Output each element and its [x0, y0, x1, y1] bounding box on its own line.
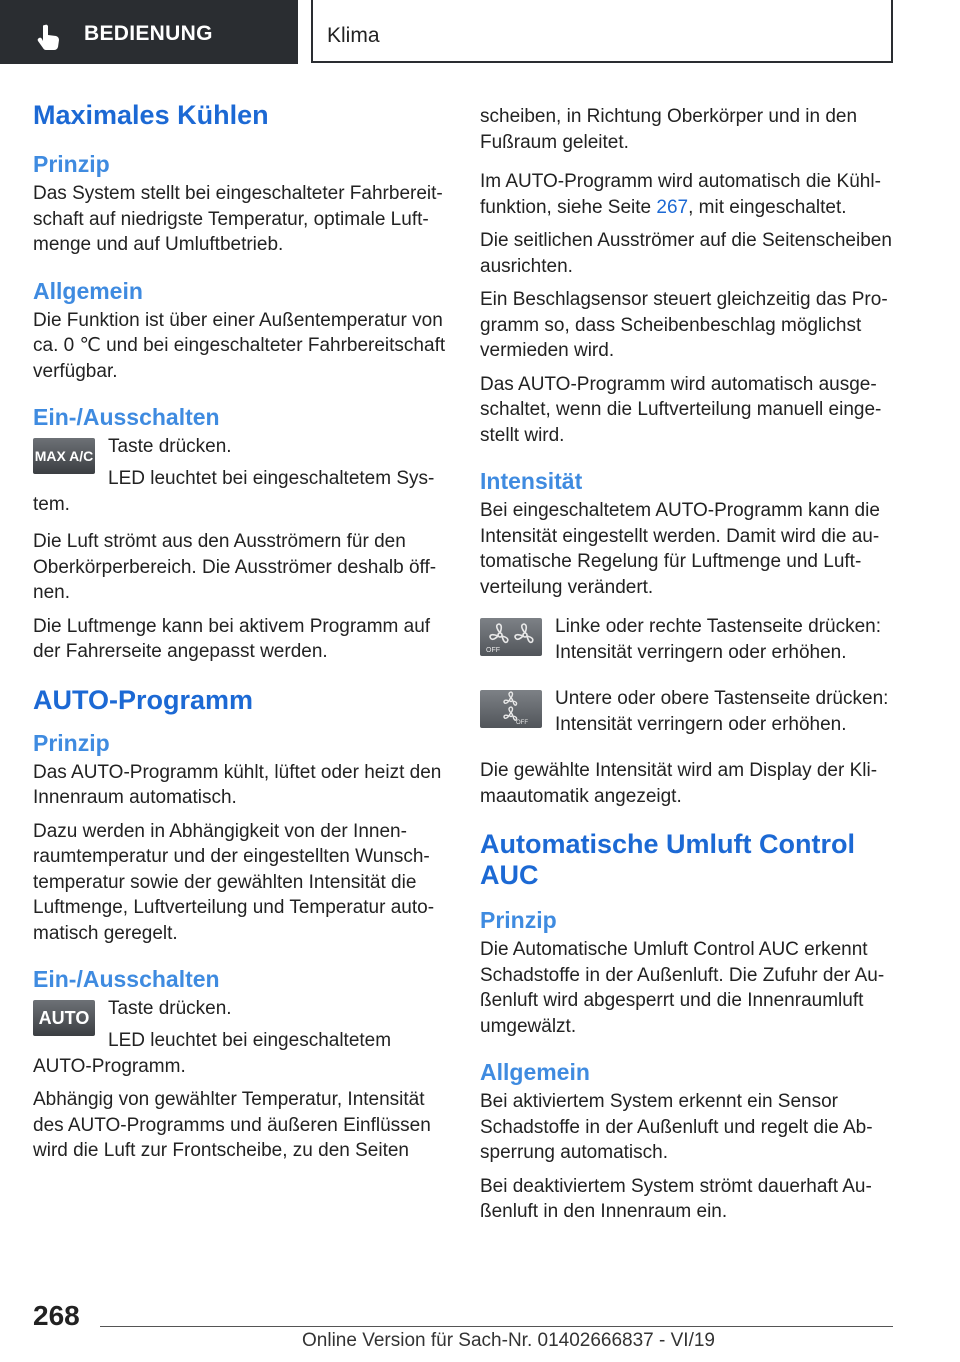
section-tab[interactable]	[0, 0, 298, 64]
paragraph: Abhängig von gewählter Temperatur, Intensität des AUTO-Programms und äußeren Einflüssen wird die Luft zur Frontscheibe, zu den Seiten	[33, 1089, 431, 1161]
paragraph: Das System stellt bei eingeschalteter Fahrbereitschaft auf niedrigste Temperatur, optimale Luftmenge und auf Umluftbetrieb.	[33, 183, 443, 255]
paragraph: Die Funktion ist über einer Außentemperatur von ca. 0 ℃ und bei eingeschalteter Fahrbereitschaft verfügbar.	[33, 309, 446, 382]
section-label: BEDIENUNG	[84, 22, 213, 45]
max-ac-button-icon: MAX A/C	[33, 438, 95, 474]
max-ac-key-row	[33, 434, 449, 494]
heading-switch-on-off: Ein-/Ausschalten	[33, 966, 220, 992]
paragraph: Taste drücken.	[108, 998, 232, 1019]
heading-switch-on-off: Ein-/Ausschalten	[33, 404, 220, 430]
heading-auto-program: AUTO-Programm	[33, 684, 254, 715]
paragraph: Die seitlichen Ausströmer auf die Seitenscheiben ausrichten.	[480, 230, 892, 277]
chapter-tab[interactable]	[311, 0, 893, 63]
paragraph: scheiben, in Richtung Oberkörper und in den Fußraum geleitet.	[480, 106, 858, 153]
pointing-hand-icon	[34, 22, 64, 52]
off-label: OFF	[486, 647, 500, 654]
heading-general: Allgemein	[480, 1059, 590, 1085]
heading-principle: Prinzip	[33, 729, 110, 756]
page-number: 268	[33, 1300, 80, 1331]
heading-principle: Prinzip	[33, 151, 110, 177]
heading-auc: Automatische Umluft Control AUC	[480, 829, 855, 890]
heading-max-cooling: Maximales Kühlen	[33, 100, 269, 130]
paragraph-text: , mit eingeschaltet.	[688, 196, 847, 218]
heading-intensity: Intensität	[480, 468, 583, 494]
paragraph: Das AUTO-Programm kühlt, lüftet oder heizt den Innenraum automatisch.	[33, 761, 442, 808]
footer-divider	[100, 1326, 893, 1327]
paragraph: Bei aktiviertem System erkennt ein Sensor Schadstoffe in der Außenluft und regelt die Absperrung automatisch.	[480, 1091, 873, 1163]
right-column	[480, 104, 896, 1233]
off-label: OFF	[516, 720, 528, 726]
page-header	[0, 0, 960, 66]
page-link-267[interactable]: 267	[656, 196, 689, 218]
intensity-key-row-2	[480, 686, 896, 758]
paragraph: LED leuchtet bei eingeschaltetem AUTO-Programm.	[33, 1030, 392, 1077]
heading-general: Allgemein	[33, 277, 143, 304]
auto-key-row	[33, 996, 449, 1056]
paragraph: Die gewählte Intensität wird am Display der Klimaautomatik angezeigt.	[480, 760, 878, 807]
paragraph: Bei eingeschaltetem AUTO-Programm kann die Intensität eingestellt werden. Damit wird die automatische Regelung für Luftmenge und Luftverteilung verändert.	[480, 500, 880, 598]
auto-button-icon: AUTO	[33, 1000, 95, 1036]
paragraph: Untere oder obere Tastenseite drücken: Intensität verringern oder erhöhen.	[555, 688, 889, 735]
footer-text: Online Version für Sach-Nr. 01402666837 - VI/19	[302, 1330, 715, 1351]
left-column	[33, 100, 449, 1172]
paragraph: Bei deaktiviertem System strömt dauerhaft Außenluft in den Innenraum ein.	[480, 1175, 872, 1222]
heading-principle: Prinzip	[480, 907, 557, 933]
fan-intensity-horizontal-icon	[480, 618, 542, 656]
paragraph: Taste drücken.	[108, 436, 232, 457]
chapter-label: Klima	[327, 24, 380, 47]
paragraph: Die Luft strömt aus den Ausströmern für den Oberkörperbereich. Die Ausströmer deshalb öffnen.	[33, 531, 437, 603]
paragraph: Ein Beschlagsensor steuert gleichzeitig das Programm so, dass Scheibenbeschlag möglichst vermieden wird.	[480, 289, 888, 361]
paragraph	[480, 169, 896, 220]
intensity-key-row-1	[480, 614, 896, 686]
paragraph: Die Luftmenge kann bei aktivem Programm auf der Fahrerseite angepasst werden.	[33, 615, 431, 662]
paragraph: Das AUTO-Programm wird automatisch ausgeschaltet, wenn die Luftverteilung manuell eingestellt wird.	[480, 373, 882, 446]
paragraph: Linke oder rechte Tastenseite drücken: Intensität verringern oder erhöhen.	[555, 616, 882, 663]
paragraph-text: Im AUTO-Programm wird automatisch die Kühlfunktion, siehe Seite	[480, 171, 881, 218]
paragraph: LED leuchtet bei eingeschaltetem System.	[33, 468, 435, 515]
fan-intensity-vertical-icon	[480, 690, 542, 728]
paragraph: Die Automatische Umluft Control AUC erkennt Schadstoffe in der Außenluft. Die Zufuhr der Außenluft wird abgesperrt und die Innenraumluft umgewälzt.	[480, 939, 885, 1037]
paragraph: Dazu werden in Abhängigkeit von der Innenraumtemperatur und der eingestellten Wunschtemperatur sowie der gewählten Intensität die Luftmenge, Luftverteilung und Temperatur automatisch geregelt.	[33, 820, 435, 944]
